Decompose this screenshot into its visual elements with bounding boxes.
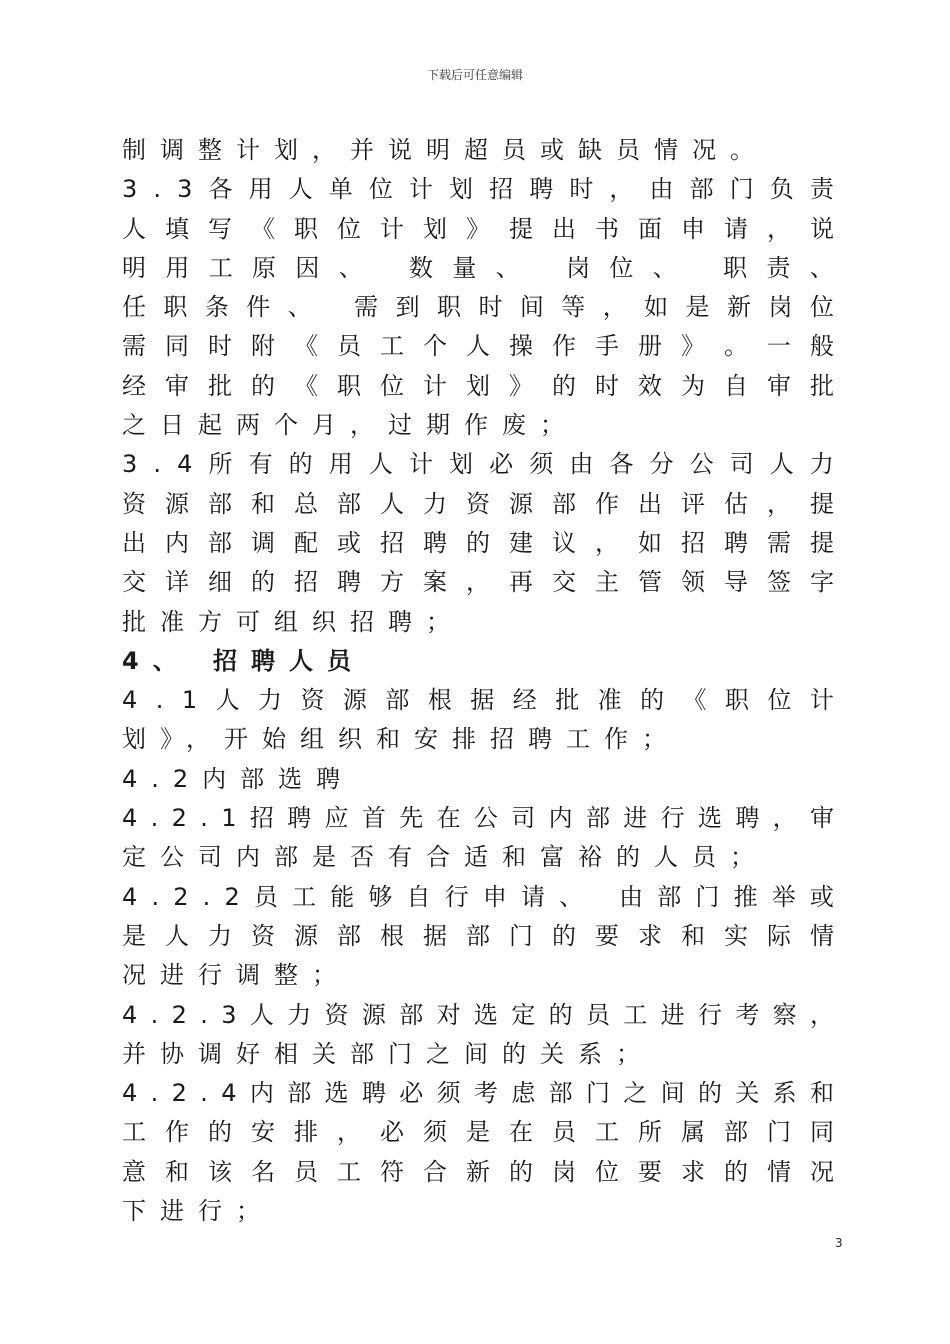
text-line: 4.2内部选聘 xyxy=(122,764,355,793)
body-text xyxy=(122,131,834,1231)
text-line: 需 同 时 附 《 员 工 个 人 操 作 手 册 》 。 一 般 xyxy=(122,332,834,361)
text-line: 4 . 2 . 1 招 聘 应 首 先 在 公 司 内 部 进 行 选 聘 ， 审 xyxy=(122,804,834,833)
text-line: 任 职 条 件 、 需 到 职 时 间 等 ， 如 是 新 岗 位 xyxy=(122,293,834,322)
text-line: 划》，开始组织和安排招聘工作； xyxy=(122,725,680,754)
text-line: 批准方可组织招聘； xyxy=(122,607,464,636)
text-line: 并协调好相关部门之间的关系； xyxy=(122,1039,654,1068)
page-number: 3 xyxy=(835,1236,843,1250)
text-line: 之日起两个月，过期作废； xyxy=(122,411,578,440)
text-line: 制调整计划，并说明超员或缺员情况。 xyxy=(122,136,768,164)
text-line: 出 内 部 调 配 或 招 聘 的 建 议 ， 如 招 聘 需 提 xyxy=(122,528,834,557)
text-line: 定公司内部是否有合适和富裕的人员； xyxy=(122,843,768,872)
text-line: 人 填 写 《 职 位 计 划 》 提 出 书 面 申 请 ， 说 xyxy=(122,214,834,243)
text-line: 是 人 力 资 源 部 根 据 部 门 的 要 求 和 实 际 情 xyxy=(122,921,834,950)
section-heading: 4、 招聘人员 xyxy=(122,646,366,675)
text-line: 况进行调整； xyxy=(122,961,350,990)
text-line: 3 . 3 各 用 人 单 位 计 划 招 聘 时 ， 由 部 门 负 责 xyxy=(122,175,834,204)
page-header: 下载后可任意编辑 xyxy=(426,68,523,82)
text-line: 4 . 2 . 3 人 力 资 源 部 对 选 定 的 员 工 进 行 考 察 ， xyxy=(122,1000,834,1029)
text-line: 4 . 2 . 2 员 工 能 够 自 行 申 请 、 由 部 门 推 举 或 xyxy=(122,882,834,911)
text-line: 4 . 2 . 4 内 部 选 聘 必 须 考 虑 部 门 之 间 的 关 系 和 xyxy=(122,1079,834,1108)
text-line: 意 和 该 名 员 工 符 合 新 的 岗 位 要 求 的 情 况 xyxy=(122,1157,834,1186)
text-line: 经 审 批 的 《 职 位 计 划 》 的 时 效 为 自 审 批 xyxy=(122,371,834,400)
text-line: 3 . 4 所 有 的 用 人 计 划 必 须 由 各 分 公 司 人 力 xyxy=(122,450,834,479)
text-line: 明 用 工 原 因 、 数 量 、 岗 位 、 职 责 、 xyxy=(122,253,834,282)
text-line: 资 源 部 和 总 部 人 力 资 源 部 作 出 评 估 ， 提 xyxy=(122,489,834,518)
text-line: 交 详 细 的 招 聘 方 案 ， 再 交 主 管 领 导 签 字 xyxy=(122,568,834,597)
text-line: 下进行； xyxy=(122,1197,274,1226)
text-line: 工 作 的 安 排 ， 必 须 是 在 员 工 所 属 部 门 同 xyxy=(122,1118,834,1147)
text-line: 4 . 1 人 力 资 源 部 根 据 经 批 准 的 《 职 位 计 xyxy=(122,686,834,715)
